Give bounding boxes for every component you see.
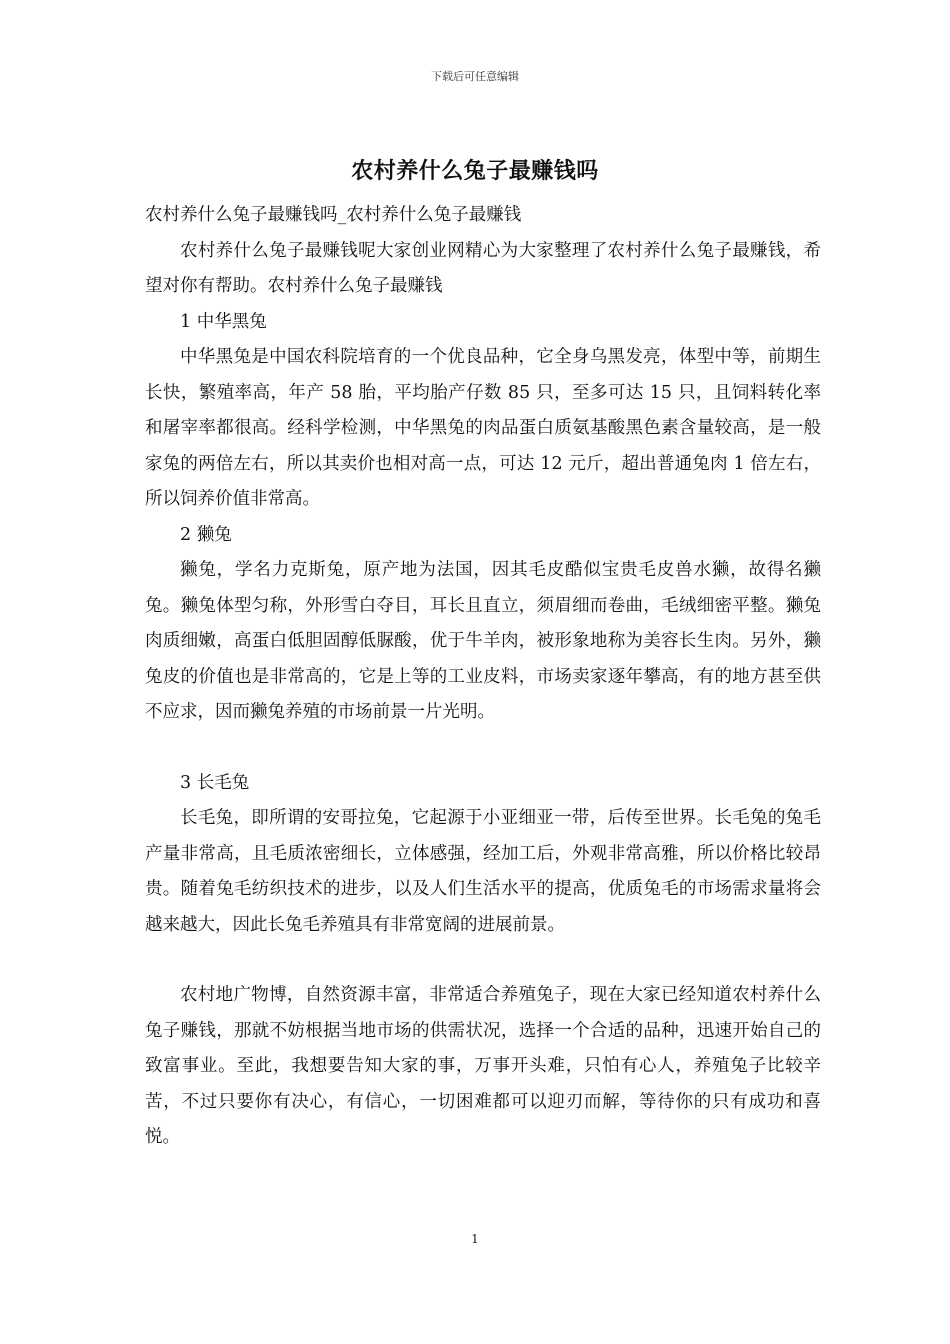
paragraph-gap	[145, 731, 821, 766]
conclusion-paragraph: 农村地广物博，自然资源丰富，非常适合养殖兔子，现在大家已经知道农村养什么兔子赚钱，那就不妨根据当地市场的供需状况，选择一个合适的品种，迅速开始自己的致富事业。至此，我想要告知大家的事，万事开头难，只怕有心人，养殖兔子比较辛苦，不过只要你有决心，有信心，一切困难都可以迎刃而解，等待你的只有成功和喜悦。	[145, 985, 821, 1147]
section-heading-3: 3 长毛兔	[180, 772, 250, 793]
paragraph-gap	[145, 943, 821, 978]
section-heading-2: 2 獭兔	[180, 524, 232, 545]
document-title: 农村养什么兔子最赚钱吗	[351, 158, 599, 184]
section-heading-1: 1 中华黑兔	[180, 311, 267, 332]
page-number: 1	[471, 1232, 479, 1246]
document-body	[145, 198, 821, 1156]
section-text-1: 中华黑兔是中国农科院培育的一个优良品种，它全身乌黑发亮，体型中等，前期生长快，繁殖率高，年产 58 胎，平均胎产仔数 85 只，至多可达 15 只，且饲料转化率和屠宰率都很高。经科学检测，中华黑兔的肉品蛋白质氨基酸黑色素含量较高，是一般家兔的两倍左右，所以其卖价也相对高一点，可达 12 元斤，超出普通兔肉 1 倍左右，所以饲养价值非常高。	[145, 347, 821, 509]
intro-paragraph: 农村养什么兔子最赚钱呢大家创业网精心为大家整理了农村养什么兔子最赚钱，希望对你有帮助。农村养什么兔子最赚钱	[145, 240, 821, 296]
section-text-2: 獭兔，学名力克斯兔，原产地为法国，因其毛皮酷似宝贵毛皮兽水獭，故得名獭兔。獭兔体型匀称，外形雪白夺目，耳长且直立，须眉细而卷曲，毛绒细密平整。獭兔肉质细嫩，高蛋白低胆固醇低脲酸，优于牛羊肉，被形象地称为美容长生肉。另外，獭兔皮的价值也是非常高的，它是上等的工业皮料，市场卖家逐年攀高，有的地方甚至供不应求，因而獭兔养殖的市场前景一片光明。	[145, 560, 821, 722]
header-note: 下载后可任意编辑	[431, 70, 519, 83]
section-text-3: 长毛兔，即所谓的安哥拉兔，它起源于小亚细亚一带，后传至世界。长毛兔的兔毛产量非常高，且毛质浓密细长，立体感强，经加工后，外观非常高雅，所以价格比较昂贵。随着兔毛纺织技术的进步，以及人们生活水平的提高，优质兔毛的市场需求量将会越来越大，因此长兔毛养殖具有非常宽阔的进展前景。	[145, 808, 821, 935]
subtitle-line: 农村养什么兔子最赚钱吗_农村养什么兔子最赚钱	[145, 205, 522, 225]
